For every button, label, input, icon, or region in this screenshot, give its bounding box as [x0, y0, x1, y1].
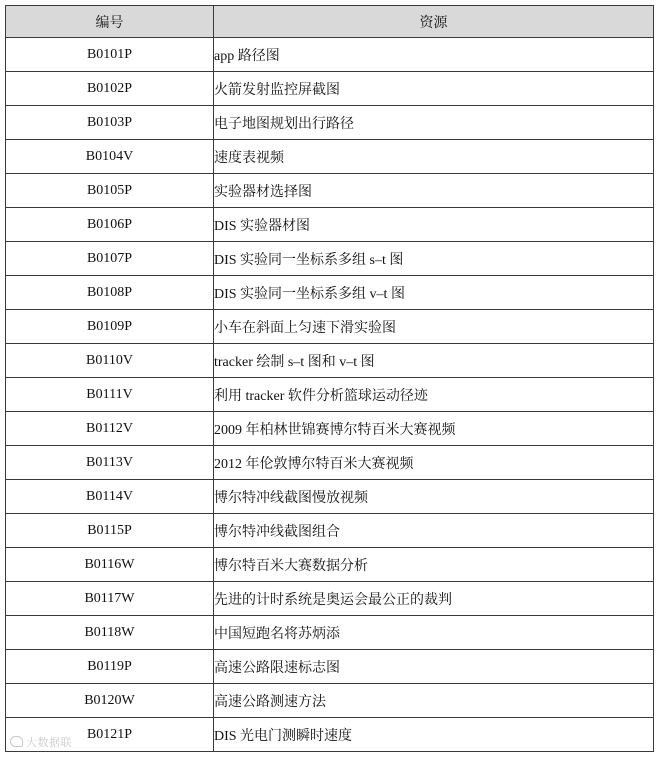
resource-name-cell: 实验器材选择图: [214, 174, 654, 208]
table-row: [6, 310, 654, 344]
chat-bubble-icon: [10, 736, 23, 747]
resource-name-cell: 博尔特冲线截图慢放视频: [214, 480, 654, 514]
resource-id-cell: B0121P: [6, 718, 214, 752]
resource-id-cell: B0111V: [6, 378, 214, 412]
table-row: [6, 140, 654, 174]
table-row: [6, 582, 654, 616]
table-row: [6, 242, 654, 276]
resource-id-cell: B0105P: [6, 174, 214, 208]
table-row: [6, 38, 654, 72]
header-resource: 资源: [214, 6, 654, 38]
table-row: [6, 208, 654, 242]
table-row: [6, 548, 654, 582]
table-row: [6, 718, 654, 752]
table-body: [6, 38, 654, 752]
watermark-text: 大数据联: [26, 736, 72, 749]
resource-id-cell: B0101P: [6, 38, 214, 72]
watermark: [10, 734, 72, 750]
resource-name-cell: 高速公路测速方法: [214, 684, 654, 718]
resource-id-cell: B0118W: [6, 616, 214, 650]
resource-id-cell: B0114V: [6, 480, 214, 514]
resource-name-cell: 2009 年柏林世锦赛博尔特百米大赛视频: [214, 412, 654, 446]
resource-id-cell: B0106P: [6, 208, 214, 242]
table-row: [6, 650, 654, 684]
table-row: [6, 344, 654, 378]
resource-name-cell: DIS 实验同一坐标系多组 v–t 图: [214, 276, 654, 310]
table-row: [6, 72, 654, 106]
resource-id-cell: B0103P: [6, 106, 214, 140]
resource-id-cell: B0112V: [6, 412, 214, 446]
table-row: [6, 276, 654, 310]
resource-name-cell: DIS 实验器材图: [214, 208, 654, 242]
table-row: [6, 480, 654, 514]
resource-name-cell: 中国短跑名将苏炳添: [214, 616, 654, 650]
resource-name-cell: 利用 tracker 软件分析篮球运动径迹: [214, 378, 654, 412]
table-row: [6, 514, 654, 548]
table-row: [6, 412, 654, 446]
resource-id-cell: B0120W: [6, 684, 214, 718]
table-row: [6, 106, 654, 140]
table-row: [6, 378, 654, 412]
resource-id-cell: B0107P: [6, 242, 214, 276]
resource-id-cell: B0110V: [6, 344, 214, 378]
resource-id-cell: B0102P: [6, 72, 214, 106]
header-id: 编号: [6, 6, 214, 38]
table-row: [6, 684, 654, 718]
resource-id-cell: B0109P: [6, 310, 214, 344]
resource-name-cell: 博尔特百米大赛数据分析: [214, 548, 654, 582]
table-row: [6, 446, 654, 480]
resource-id-cell: B0119P: [6, 650, 214, 684]
resource-name-cell: app 路径图: [214, 38, 654, 72]
resource-id-cell: B0117W: [6, 582, 214, 616]
table-row: [6, 174, 654, 208]
resource-id-cell: B0104V: [6, 140, 214, 174]
resource-id-cell: B0113V: [6, 446, 214, 480]
table-header-row: [6, 6, 654, 38]
resource-name-cell: 火箭发射监控屏截图: [214, 72, 654, 106]
resource-id-cell: B0108P: [6, 276, 214, 310]
resource-name-cell: 先进的计时系统是奥运会最公正的裁判: [214, 582, 654, 616]
resource-name-cell: 高速公路限速标志图: [214, 650, 654, 684]
resource-name-cell: 2012 年伦敦博尔特百米大赛视频: [214, 446, 654, 480]
resource-name-cell: tracker 绘制 s–t 图和 v–t 图: [214, 344, 654, 378]
resource-name-cell: DIS 实验同一坐标系多组 s–t 图: [214, 242, 654, 276]
resource-table: [5, 5, 654, 752]
resource-name-cell: 速度表视频: [214, 140, 654, 174]
resource-name-cell: 电子地图规划出行路径: [214, 106, 654, 140]
table-row: [6, 616, 654, 650]
resource-name-cell: 博尔特冲线截图组合: [214, 514, 654, 548]
resource-id-cell: B0115P: [6, 514, 214, 548]
resource-name-cell: 小车在斜面上匀速下滑实验图: [214, 310, 654, 344]
resource-name-cell: DIS 光电门测瞬时速度: [214, 718, 654, 752]
resource-id-cell: B0116W: [6, 548, 214, 582]
